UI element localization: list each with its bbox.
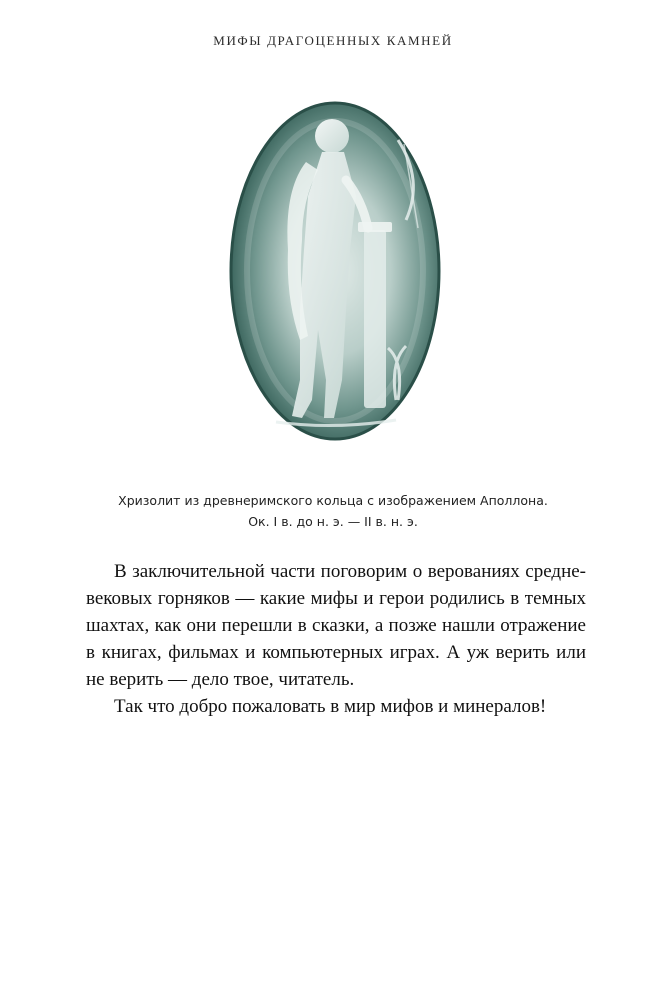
caption-line-2: Ок. I в. до н. э. — II в. н. э. [248,514,418,529]
paragraph-1-line-4: в книгах, фильмах и компьютерных играх. А уж верить или [86,642,586,663]
figure-caption [0,490,666,532]
caption-line-1: Хризолит из древнеримского кольца с изображением Аполлона. [118,493,548,508]
paragraph-1-line-1: В заключительной части поговорим о верованиях средне- [114,561,586,582]
gem-illustration [228,100,442,442]
paragraph-1-line-3: шахтах, как они перешли в сказки, а позже нашли отражение [86,615,586,636]
running-header: МИФЫ ДРАГОЦЕННЫХ КАМНЕЙ [213,33,453,48]
paragraph-1-line-2: вековых горняков — какие мифы и герои родились в темных [86,588,586,609]
paragraph-1-line-5: не верить — дело твое, читатель. [86,669,355,690]
paragraph-2-line-1: Так что добро пожаловать в мир мифов и минералов! [114,696,547,717]
chrysolite-intaglio-image [228,100,442,442]
body-text [86,558,586,720]
